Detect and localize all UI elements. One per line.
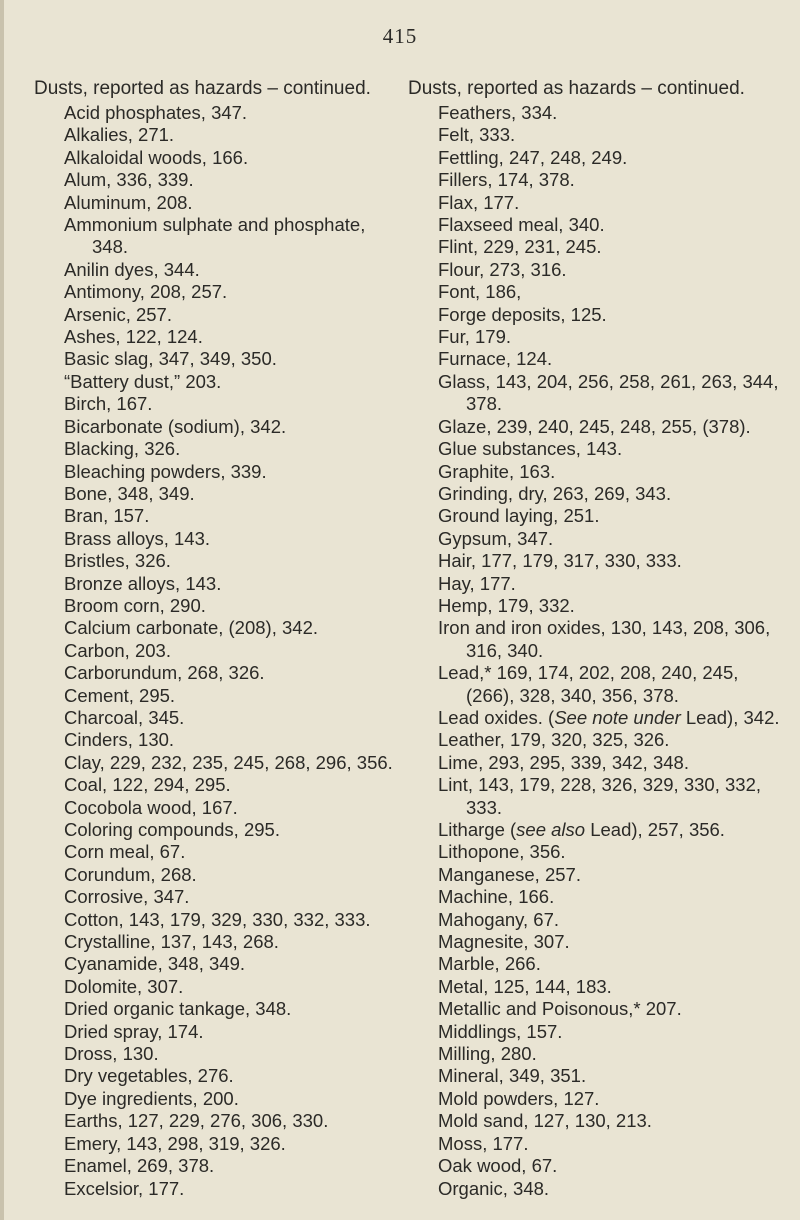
index-entry: Corundum, 268.	[64, 863, 197, 885]
index-entry: Brass alloys, 143.	[64, 527, 211, 549]
index-entry: Dolomite, 307.	[64, 975, 184, 997]
index-column-left	[34, 74, 402, 1200]
index-entry: Ground laying, 251.	[438, 505, 600, 527]
index-entry: Alum, 336, 339.	[64, 169, 194, 191]
index-entry: Alkalies, 271.	[64, 124, 175, 146]
index-entry: Broom corn, 290.	[64, 594, 206, 616]
index-entry: Charcoal, 345.	[64, 706, 185, 728]
index-entry: Mold powders, 127.	[438, 1087, 600, 1109]
index-entry: Excelsior, 177.	[64, 1177, 185, 1199]
index-entry: Manganese, 257.	[438, 863, 581, 885]
index-entry: Hair, 177, 179, 317, 330, 333.	[438, 550, 682, 572]
index-entry: Hay, 177.	[438, 572, 516, 594]
index-entry: Calcium carbonate, (208), 342.	[64, 617, 318, 639]
index-entry: Clay, 229, 232, 235, 245, 268, 296, 356.	[64, 751, 393, 773]
index-entry: Magnesite, 307.	[438, 931, 570, 953]
index-entry: Bronze alloys, 143.	[64, 572, 222, 594]
index-entry: Forge deposits, 125.	[438, 303, 607, 325]
entry-text: Lead oxides. (	[438, 706, 555, 728]
index-entry: Bone, 348, 349.	[64, 482, 195, 504]
index-entry	[408, 819, 788, 841]
index-entry: Mold sand, 127, 130, 213.	[438, 1110, 652, 1132]
index-entry: Metallic and Poisonous,* 207.	[438, 998, 682, 1020]
index-entry: Mahogany, 67.	[438, 908, 560, 930]
index-entry: Cocobola wood, 167.	[64, 796, 238, 818]
index-entry: Coal, 122, 294, 295.	[64, 774, 231, 796]
index-entry: Iron and iron oxides, 130, 143, 208, 306, 316, 340.	[438, 617, 771, 661]
index-entry: Coloring compounds, 295.	[64, 819, 280, 840]
index-entry: Bran, 157.	[64, 505, 150, 527]
index-entry: Flint, 229, 231, 245.	[438, 236, 602, 258]
index-entry: Font, 186,	[438, 281, 522, 303]
index-entry: Dried organic tankage, 348.	[64, 998, 292, 1020]
index-entry: Glue substances, 143.	[438, 438, 623, 460]
index-entry: Organic, 348.	[438, 1177, 550, 1199]
index-entry: Flaxseed meal, 340.	[438, 214, 605, 236]
index-entry: Emery, 143, 298, 319, 326.	[64, 1132, 286, 1154]
index-entry: Carbon, 203.	[64, 639, 171, 661]
index-entry: Lithopone, 356.	[438, 841, 566, 863]
index-entry: Ammonium sulphate and phosphate, 348.	[64, 214, 366, 258]
index-entry: Felt, 333.	[438, 124, 516, 146]
index-entry: Corn meal, 67.	[64, 841, 186, 863]
index-entry: Milling, 280.	[438, 1043, 537, 1065]
index-entry: Arsenic, 257.	[64, 303, 172, 325]
page-left-edge	[0, 0, 4, 1220]
entry-text: Lead), 257, 356.	[585, 819, 725, 840]
index-entry: Machine, 166.	[438, 886, 555, 908]
index-entry: Flax, 177.	[438, 191, 520, 213]
index-entry: Ashes, 122, 124.	[64, 326, 203, 348]
column-heading: Dusts, reported as hazards – continued.	[408, 78, 745, 99]
entry-text: Litharge (	[438, 819, 517, 840]
index-entry: Hemp, 179, 332.	[438, 594, 575, 616]
column-heading: Dusts, reported as hazards – continued.	[34, 78, 371, 99]
index-entry: Fettling, 247, 248, 249.	[438, 146, 628, 168]
index-entry: Basic slag, 347, 349, 350.	[64, 348, 277, 370]
index-entry: Lime, 293, 295, 339, 342, 348.	[438, 751, 689, 773]
index-entry: Dried spray, 174.	[64, 1020, 204, 1042]
index-entry: Cotton, 143, 179, 329, 330, 332, 333.	[64, 908, 371, 930]
index-entry: Moss, 177.	[438, 1132, 529, 1154]
index-entry: “Battery dust,” 203.	[64, 370, 222, 392]
index-entry: Cyanamide, 348, 349.	[64, 953, 246, 975]
index-entry: Cinders, 130.	[64, 729, 175, 751]
index-entry: Crystalline, 137, 143, 268.	[64, 931, 279, 953]
index-entry: Blacking, 326.	[64, 438, 181, 460]
index-entry: Dry vegetables, 276.	[64, 1065, 234, 1087]
cross-reference-note: See note under	[554, 706, 681, 728]
index-entry-list	[408, 102, 788, 1200]
index-entry: Metal, 125, 144, 183.	[438, 975, 612, 997]
index-entry: Feathers, 334.	[438, 102, 558, 123]
index-entry: Lead,* 169, 174, 202, 208, 240, 245, (266), 328, 340, 356, 378.	[438, 662, 739, 706]
index-entry: Dross, 130.	[64, 1043, 159, 1065]
cross-reference-note: see also	[516, 819, 586, 840]
index-entry: Earths, 127, 229, 276, 306, 330.	[64, 1110, 329, 1132]
index-entry: Bristles, 326.	[64, 550, 171, 572]
index-entry: Mineral, 349, 351.	[438, 1065, 587, 1087]
index-entry: Birch, 167.	[64, 393, 153, 415]
index-entry: Bicarbonate (sodium), 342.	[64, 415, 287, 437]
index-entry-list	[34, 102, 402, 1200]
index-entry: Enamel, 269, 378.	[64, 1155, 215, 1177]
index-entry	[408, 707, 788, 729]
index-entry: Dye ingredients, 200.	[64, 1087, 239, 1109]
index-entry: Alkaloidal woods, 166.	[64, 146, 249, 168]
index-entry: Aluminum, 208.	[64, 191, 193, 213]
index-entry: Antimony, 208, 257.	[64, 281, 228, 303]
index-entry: Glass, 143, 204, 256, 258, 261, 263, 344, 378.	[438, 370, 779, 415]
index-entry: Carborundum, 268, 326.	[64, 662, 265, 684]
index-entry: Furnace, 124.	[438, 348, 553, 370]
index-entry: Oak wood, 67.	[438, 1155, 558, 1177]
index-entry: Corrosive, 347.	[64, 886, 190, 908]
index-entry: Grinding, dry, 263, 269, 343.	[438, 482, 672, 504]
index-entry: Fur, 179.	[438, 326, 512, 348]
index-entry: Acid phosphates, 347.	[64, 102, 248, 123]
index-entry: Leather, 179, 320, 325, 326.	[438, 729, 670, 751]
index-entry: Lint, 143, 179, 228, 326, 329, 330, 332, 333.	[438, 774, 761, 818]
index-entry: Marble, 266.	[438, 953, 541, 975]
page-number: 415	[382, 24, 418, 48]
index-entry: Cement, 295.	[64, 684, 176, 706]
index-entry: Bleaching powders, 339.	[64, 460, 267, 482]
entry-text: Lead), 342.	[680, 706, 780, 728]
index-entry: Gypsum, 347.	[438, 527, 554, 549]
index-entry: Glaze, 239, 240, 245, 248, 255, (378).	[438, 415, 751, 437]
index-entry: Fillers, 174, 378.	[438, 169, 575, 191]
index-column-right	[408, 74, 788, 1200]
index-entry: Flour, 273, 316.	[438, 258, 567, 280]
index-entry: Anilin dyes, 344.	[64, 258, 200, 280]
index-entry: Middlings, 157.	[438, 1020, 563, 1042]
index-entry: Graphite, 163.	[438, 460, 556, 482]
